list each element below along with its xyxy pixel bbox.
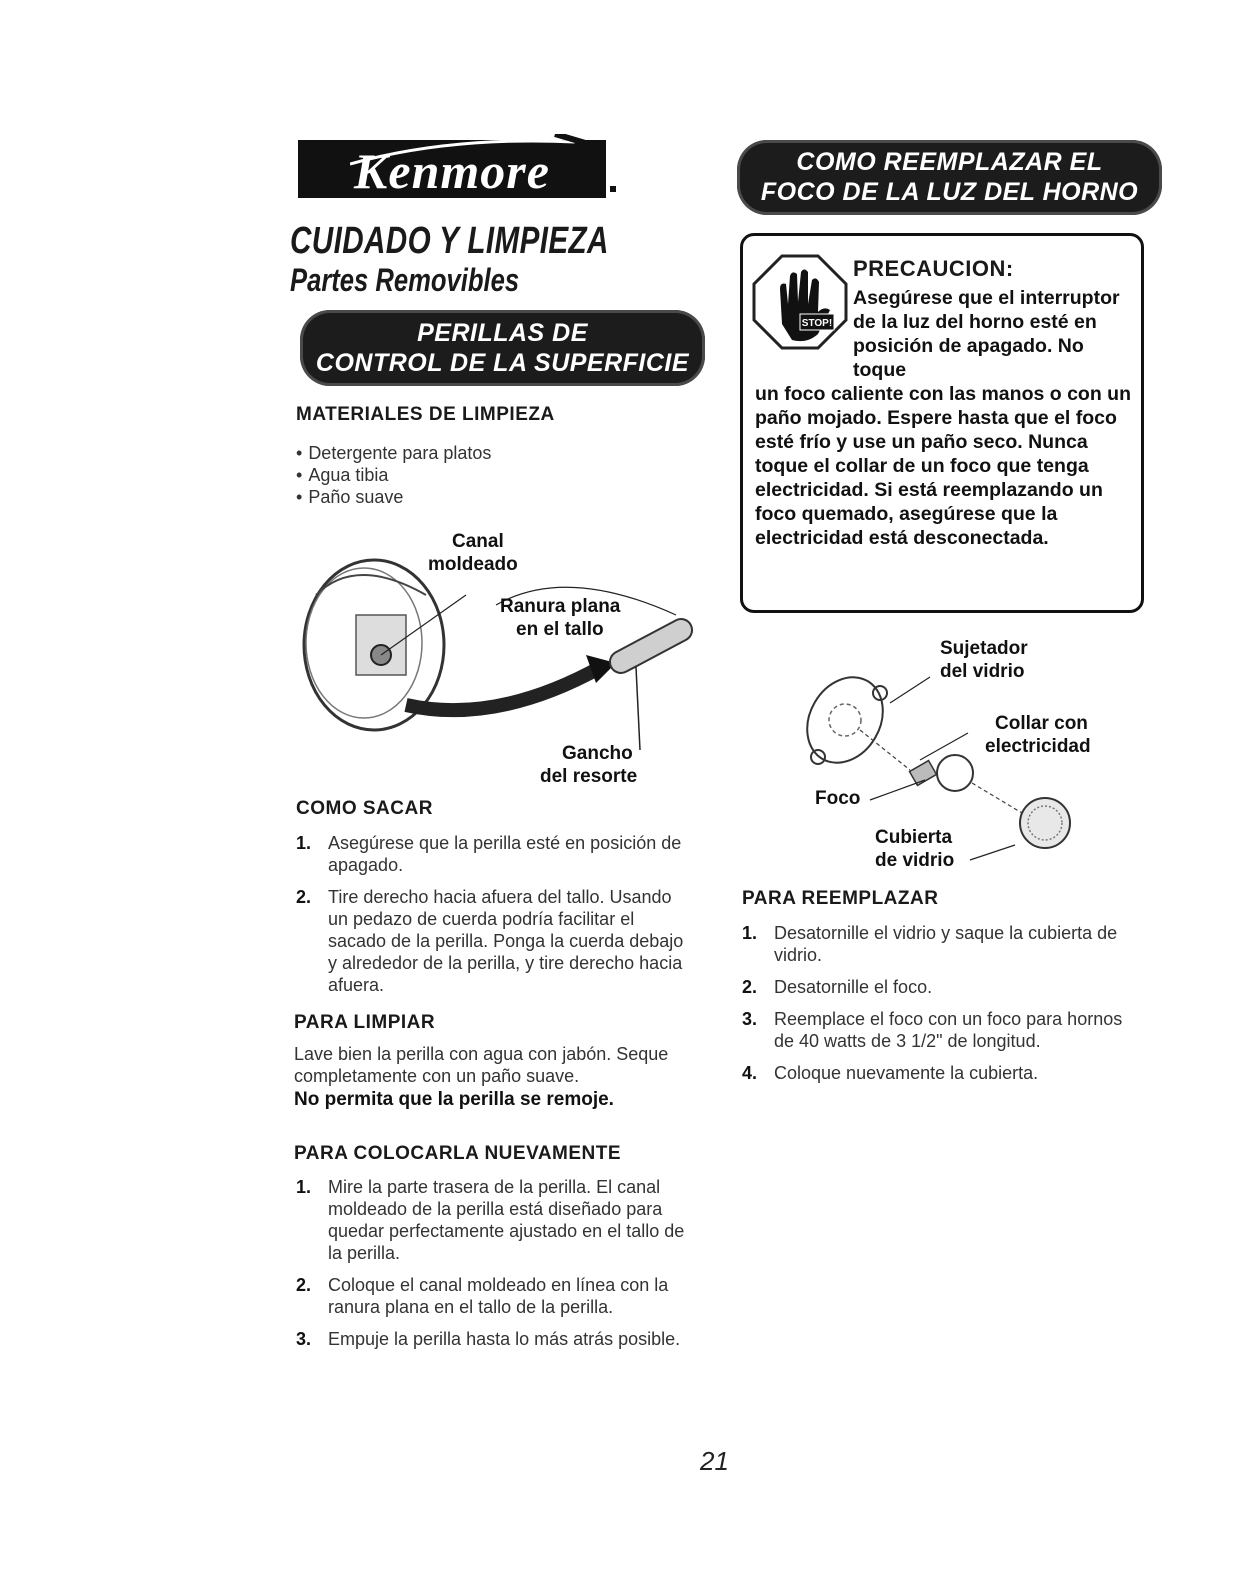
remove-heading: COMO SACAR bbox=[296, 798, 433, 819]
clean-text: Lave bien la perilla con agua con jabón. Seque completamente con un paño suave. bbox=[294, 1044, 669, 1086]
list-item: 2. Desatornille el foco. bbox=[742, 977, 933, 997]
logo-dot bbox=[610, 186, 616, 192]
knob-illustration bbox=[296, 555, 706, 765]
stop-hand-icon bbox=[752, 254, 848, 350]
bulb-replace-heading: PARA REEMPLAZAR bbox=[742, 888, 939, 909]
materials-list bbox=[296, 442, 491, 508]
list-item: 3. Empuje la perilla hasta lo más atrás posible. bbox=[296, 1329, 681, 1349]
label-canal-moldeado: Canal moldeado bbox=[428, 531, 518, 575]
oven-light-banner bbox=[737, 140, 1162, 215]
page-title: CUIDADO Y LIMPIEZA bbox=[290, 220, 609, 262]
label-gancho-resorte: Gancho del resorte bbox=[540, 743, 638, 787]
materials-heading: MATERIALES DE LIMPIEZA bbox=[296, 404, 555, 425]
logo-swoosh-icon bbox=[350, 134, 590, 174]
list-item: 2. Coloque el canal moldeado en línea con la ranura plana en el tallo de la perilla. bbox=[296, 1275, 669, 1317]
reattach-steps bbox=[294, 1176, 694, 1360]
bulb-replace-steps bbox=[740, 922, 1140, 1094]
knobs-banner-line-1: PERILLAS DE bbox=[417, 319, 588, 347]
label-collar-electricidad: Collar con electricidad bbox=[985, 713, 1091, 757]
clean-heading: PARA LIMPIAR bbox=[294, 1012, 436, 1033]
list-item: 2. Tire derecho hacia afuera del tallo. Usando un pedazo de cuerda podría facilitar el sacado de la perilla. Ponga la cuerda debajo y alrededor de la perilla, y tire derecho hacia afuera. bbox=[296, 887, 684, 995]
knobs-banner bbox=[300, 310, 705, 386]
list-item: 4. Coloque nuevamente la cubierta. bbox=[742, 1063, 1039, 1083]
caution-title: PRECAUCION: bbox=[853, 256, 1014, 281]
list-item: • Detergente para platos bbox=[296, 442, 491, 464]
oven-light-banner-line-1: COMO REEMPLAZAR EL bbox=[796, 148, 1103, 176]
list-item: 1. Mire la parte trasera de la perilla. El canal moldeado de la perilla está diseñado para quedar perfectamente ajustado en el tallo de la perilla. bbox=[296, 1177, 685, 1263]
page-subtitle: Partes Removibles bbox=[290, 262, 520, 298]
list-item: 3. Reemplace el foco con un foco para hornos de 40 watts de 3 1/2" de longitud. bbox=[742, 1009, 1123, 1051]
oven-light-banner-line-2: FOCO DE LA LUZ DEL HORNO bbox=[760, 178, 1139, 206]
label-sujetador-vidrio: Sujetador del vidrio bbox=[940, 638, 1028, 682]
logo-text: Kenmore bbox=[354, 143, 550, 199]
clean-warning: No permita que la perilla se remoje. bbox=[294, 1089, 614, 1110]
knobs-banner-line-2: CONTROL DE LA SUPERFICIE bbox=[315, 349, 690, 377]
caution-text-1: Asegúrese que el interruptor de la luz del horno esté en posición de apagado. No toque bbox=[853, 287, 1120, 381]
list-item: • Paño suave bbox=[296, 486, 491, 508]
label-ranura-plana: Ranura plana en el tallo bbox=[500, 596, 621, 640]
caution-text-2: un foco caliente con las manos o con un paño mojado. Espere hasta que el foco esté frío y use un paño seco. Nunca toque el collar de un foco que tenga electricidad. Si está reemplazando un foco quemado, asegúrese que la electricidad está desconectada. bbox=[755, 383, 1131, 549]
label-cubierta-vidrio: Cubierta de vidrio bbox=[875, 827, 955, 871]
label-foco: Foco bbox=[815, 788, 861, 809]
reattach-heading: PARA COLOCARLA NUEVAMENTE bbox=[294, 1143, 622, 1164]
list-item: • Agua tibia bbox=[296, 464, 491, 486]
list-item: 1. Asegúrese que la perilla esté en posición de apagado. bbox=[296, 833, 682, 875]
page-number: 21 bbox=[700, 1446, 729, 1476]
list-item: 1. Desatornille el vidrio y saque la cubierta de vidrio. bbox=[742, 923, 1118, 965]
remove-steps bbox=[294, 832, 694, 1006]
svg-text:STOP!: STOP! bbox=[801, 318, 833, 329]
